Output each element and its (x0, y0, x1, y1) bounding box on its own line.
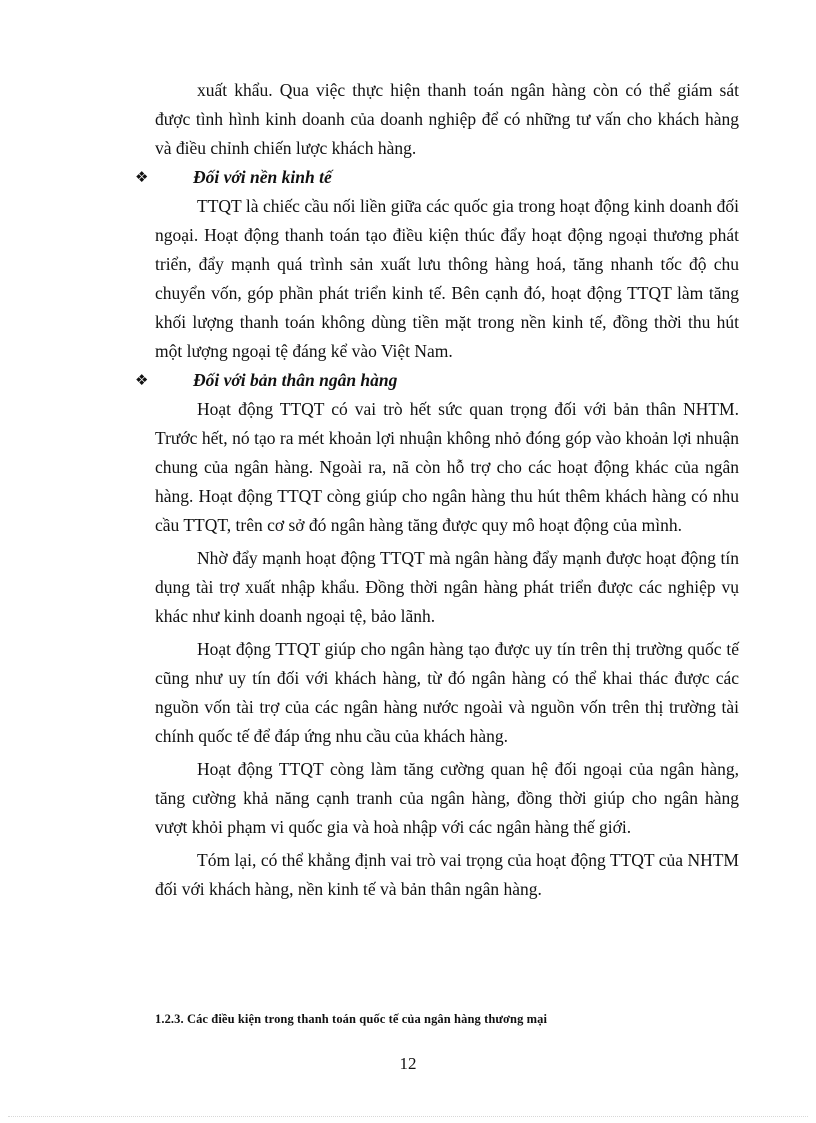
section-heading: 1.2.3. Các điều kiện trong thanh toán quốc tế của ngân hàng thương mại (155, 1012, 548, 1026)
page-number: 12 (399, 1054, 417, 1073)
paragraph-bank-1: Hoạt động TTQT có vai trò hết sức quan trọng đối với bản thân NHTM. Trước hết, nó tạo ra mét khoản lợi nhuận không nhỏ đóng góp vào khoản lợi nhuận chung của ngân hàng. Ngoài ra, nã còn hỗ trợ cho các hoạt động khác của ngân hàng. Hoạt động TTQT còng giúp cho ngân hàng thu hút thêm khách hàng có nhu cầu TTQT, trên cơ sở đó ngân hàng tăng được quy mô hoạt động của mình. (155, 399, 739, 535)
heading-economy (135, 163, 739, 192)
heading-bank-label: Đối với bản thân ngân hàng (193, 370, 398, 390)
paragraph-bank-2: Nhờ đẩy mạnh hoạt động TTQT mà ngân hàng đẩy mạnh được hoạt động tín dụng tài trợ xuất nhập khẩu. Đồng thời ngân hàng phát triển được các nghiệp vụ khác như kinh doanh ngoại tệ, bảo lãnh. (155, 548, 739, 626)
diamond-bullet-icon: ❖ (135, 371, 149, 389)
heading-economy-label: Đối với nền kinh tế (193, 167, 332, 187)
diamond-bullet-icon: ❖ (135, 168, 149, 186)
heading-bank (135, 366, 739, 395)
paragraph-summary: Tóm lại, có thể khẳng định vai trò vai trọng của hoạt động TTQT của NHTM đối với khách hàng, nền kinh tế và bản thân ngân hàng. (155, 850, 739, 899)
page-bottom-divider (8, 1116, 808, 1117)
body-text (135, 76, 739, 904)
paragraph-bank-3: Hoạt động TTQT giúp cho ngân hàng tạo được uy tín trên thị trường quốc tế cũng như uy tín đối với khách hàng, từ đó ngân hàng có thể khai thác được các nguồn vốn tài trợ của các ngân hàng nước ngoài và nguồn vốn trên thị trường tài chính quốc tế để đáp ứng nhu cầu của khách hàng. (155, 639, 739, 746)
intro-paragraph: xuất khẩu. Qua việc thực hiện thanh toán ngân hàng còn có thể giám sát được tình hình kinh doanh của doanh nghiệp để có những tư vấn cho khách hàng và điều chỉnh chiến lược khách hàng. (155, 80, 739, 158)
paragraph-economy: TTQT là chiếc cầu nối liền giữa các quốc gia trong hoạt động kinh doanh đối ngoại. Hoạt động thanh toán tạo điều kiện thúc đẩy hoạt động ngoại thương phát triển, đẩy mạnh quá trình sản xuất lưu thông hàng hoá, tăng nhanh tốc độ chu chuyển vốn, góp phần phát triển kinh tế. Bên cạnh đó, hoạt động TTQT làm tăng khối lượng thanh toán không dùng tiền mặt trong nền kinh tế, đồng thời thu hút một lượng ngoại tệ đáng kể vào Việt Nam. (155, 196, 739, 361)
paragraph-bank-4: Hoạt động TTQT còng làm tăng cường quan hệ đối ngoại của ngân hàng, tăng cường khả năng cạnh tranh của ngân hàng, đồng thời giúp cho ngân hàng vượt khỏi phạm vi quốc gia và hoà nhập với các ngân hàng thế giới. (155, 759, 739, 837)
